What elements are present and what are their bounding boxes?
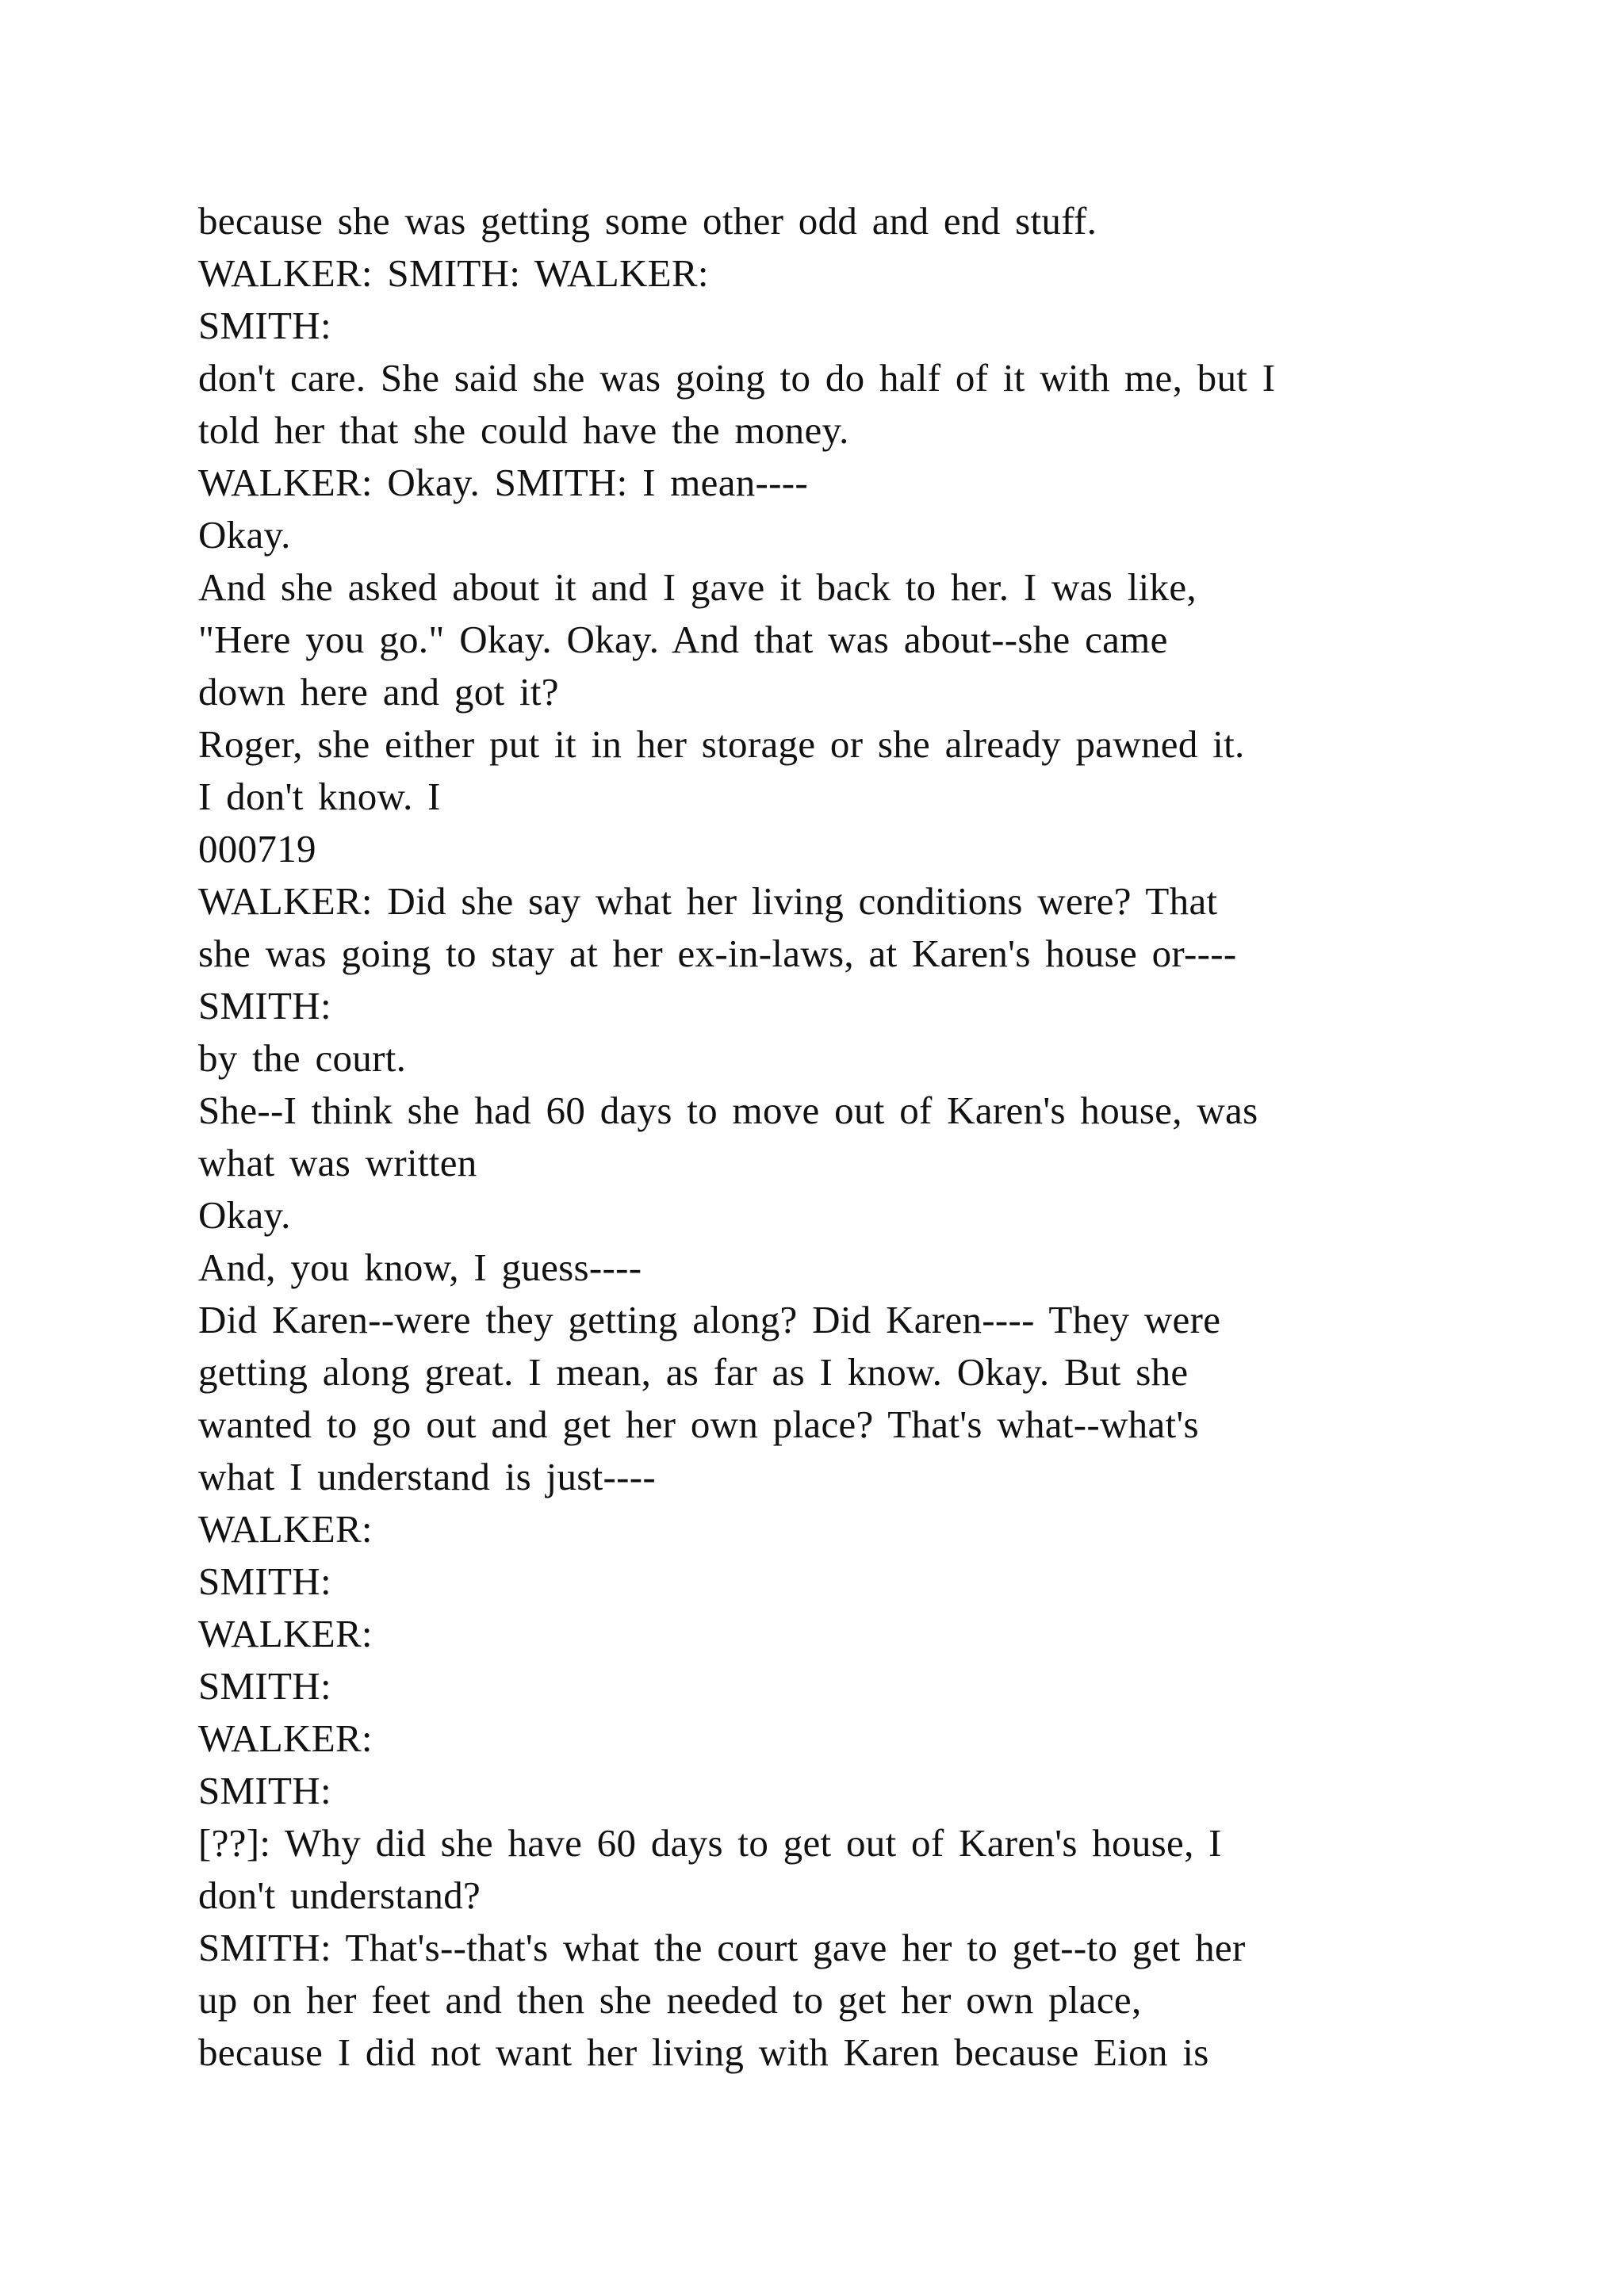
text-line: And she asked about it and I gave it back to her. I was like, (198, 565, 1197, 609)
text-line: because I did not want her living with Karen because Eion is (198, 2030, 1209, 2074)
text-line: told her that she could have the money. (198, 408, 849, 452)
text-line: she was going to stay at her ex-in-laws, at Karen's house or---- (198, 932, 1237, 975)
text-line: WALKER: (198, 1507, 373, 1551)
text-line: up on her feet and then she needed to get her own place, (198, 1978, 1142, 2022)
text-line: [??]: Why did she have 60 days to get out of Karen's house, I (198, 1821, 1222, 1865)
text-line: Roger, she either put it in her storage or she already pawned it. (198, 722, 1245, 766)
text-line: by the court. (198, 1036, 407, 1080)
text-line: SMITH: That's--that's what the court gave her to get--to get her (198, 1926, 1246, 1969)
text-line: SMITH: (198, 1559, 331, 1603)
text-line: WALKER: Did she say what her living conditions were? That (198, 879, 1218, 923)
text-line: SMITH: (198, 1769, 331, 1812)
text-line: SMITH: (198, 304, 331, 347)
text-line: don't care. She said she was going to do half of it with me, but I (198, 356, 1276, 400)
page-number: 000719 (198, 827, 316, 871)
text-line: And, you know, I guess---- (198, 1246, 642, 1289)
text-line: Okay. (198, 513, 291, 557)
text-line: down here and got it? (198, 670, 559, 714)
text-line: WALKER: SMITH: WALKER: (198, 251, 709, 295)
text-line: wanted to go out and get her own place? That's what--what's (198, 1402, 1199, 1446)
text-line: SMITH: (198, 1664, 331, 1708)
text-line: what was written (198, 1141, 477, 1184)
text-line: SMITH: (198, 984, 331, 1027)
text-line: "Here you go." Okay. Okay. And that was about--she came (198, 618, 1168, 661)
text-line: what I understand is just---- (198, 1455, 657, 1498)
text-line: because she was getting some other odd and end stuff. (198, 199, 1097, 243)
text-line: I don't know. I (198, 775, 441, 818)
text-line: don't understand? (198, 1873, 481, 1917)
transcript-text (198, 195, 1515, 2079)
text-line: getting along great. I mean, as far as I know. Okay. But she (198, 1350, 1189, 1394)
text-line: WALKER: (198, 1716, 373, 1760)
text-line: She--I think she had 60 days to move out of Karen's house, was (198, 1089, 1258, 1132)
text-line: Did Karen--were they getting along? Did Karen---- They were (198, 1298, 1221, 1341)
text-line: Okay. (198, 1193, 291, 1237)
text-line: WALKER: (198, 1612, 373, 1655)
text-line: WALKER: Okay. SMITH: I mean---- (198, 461, 809, 504)
